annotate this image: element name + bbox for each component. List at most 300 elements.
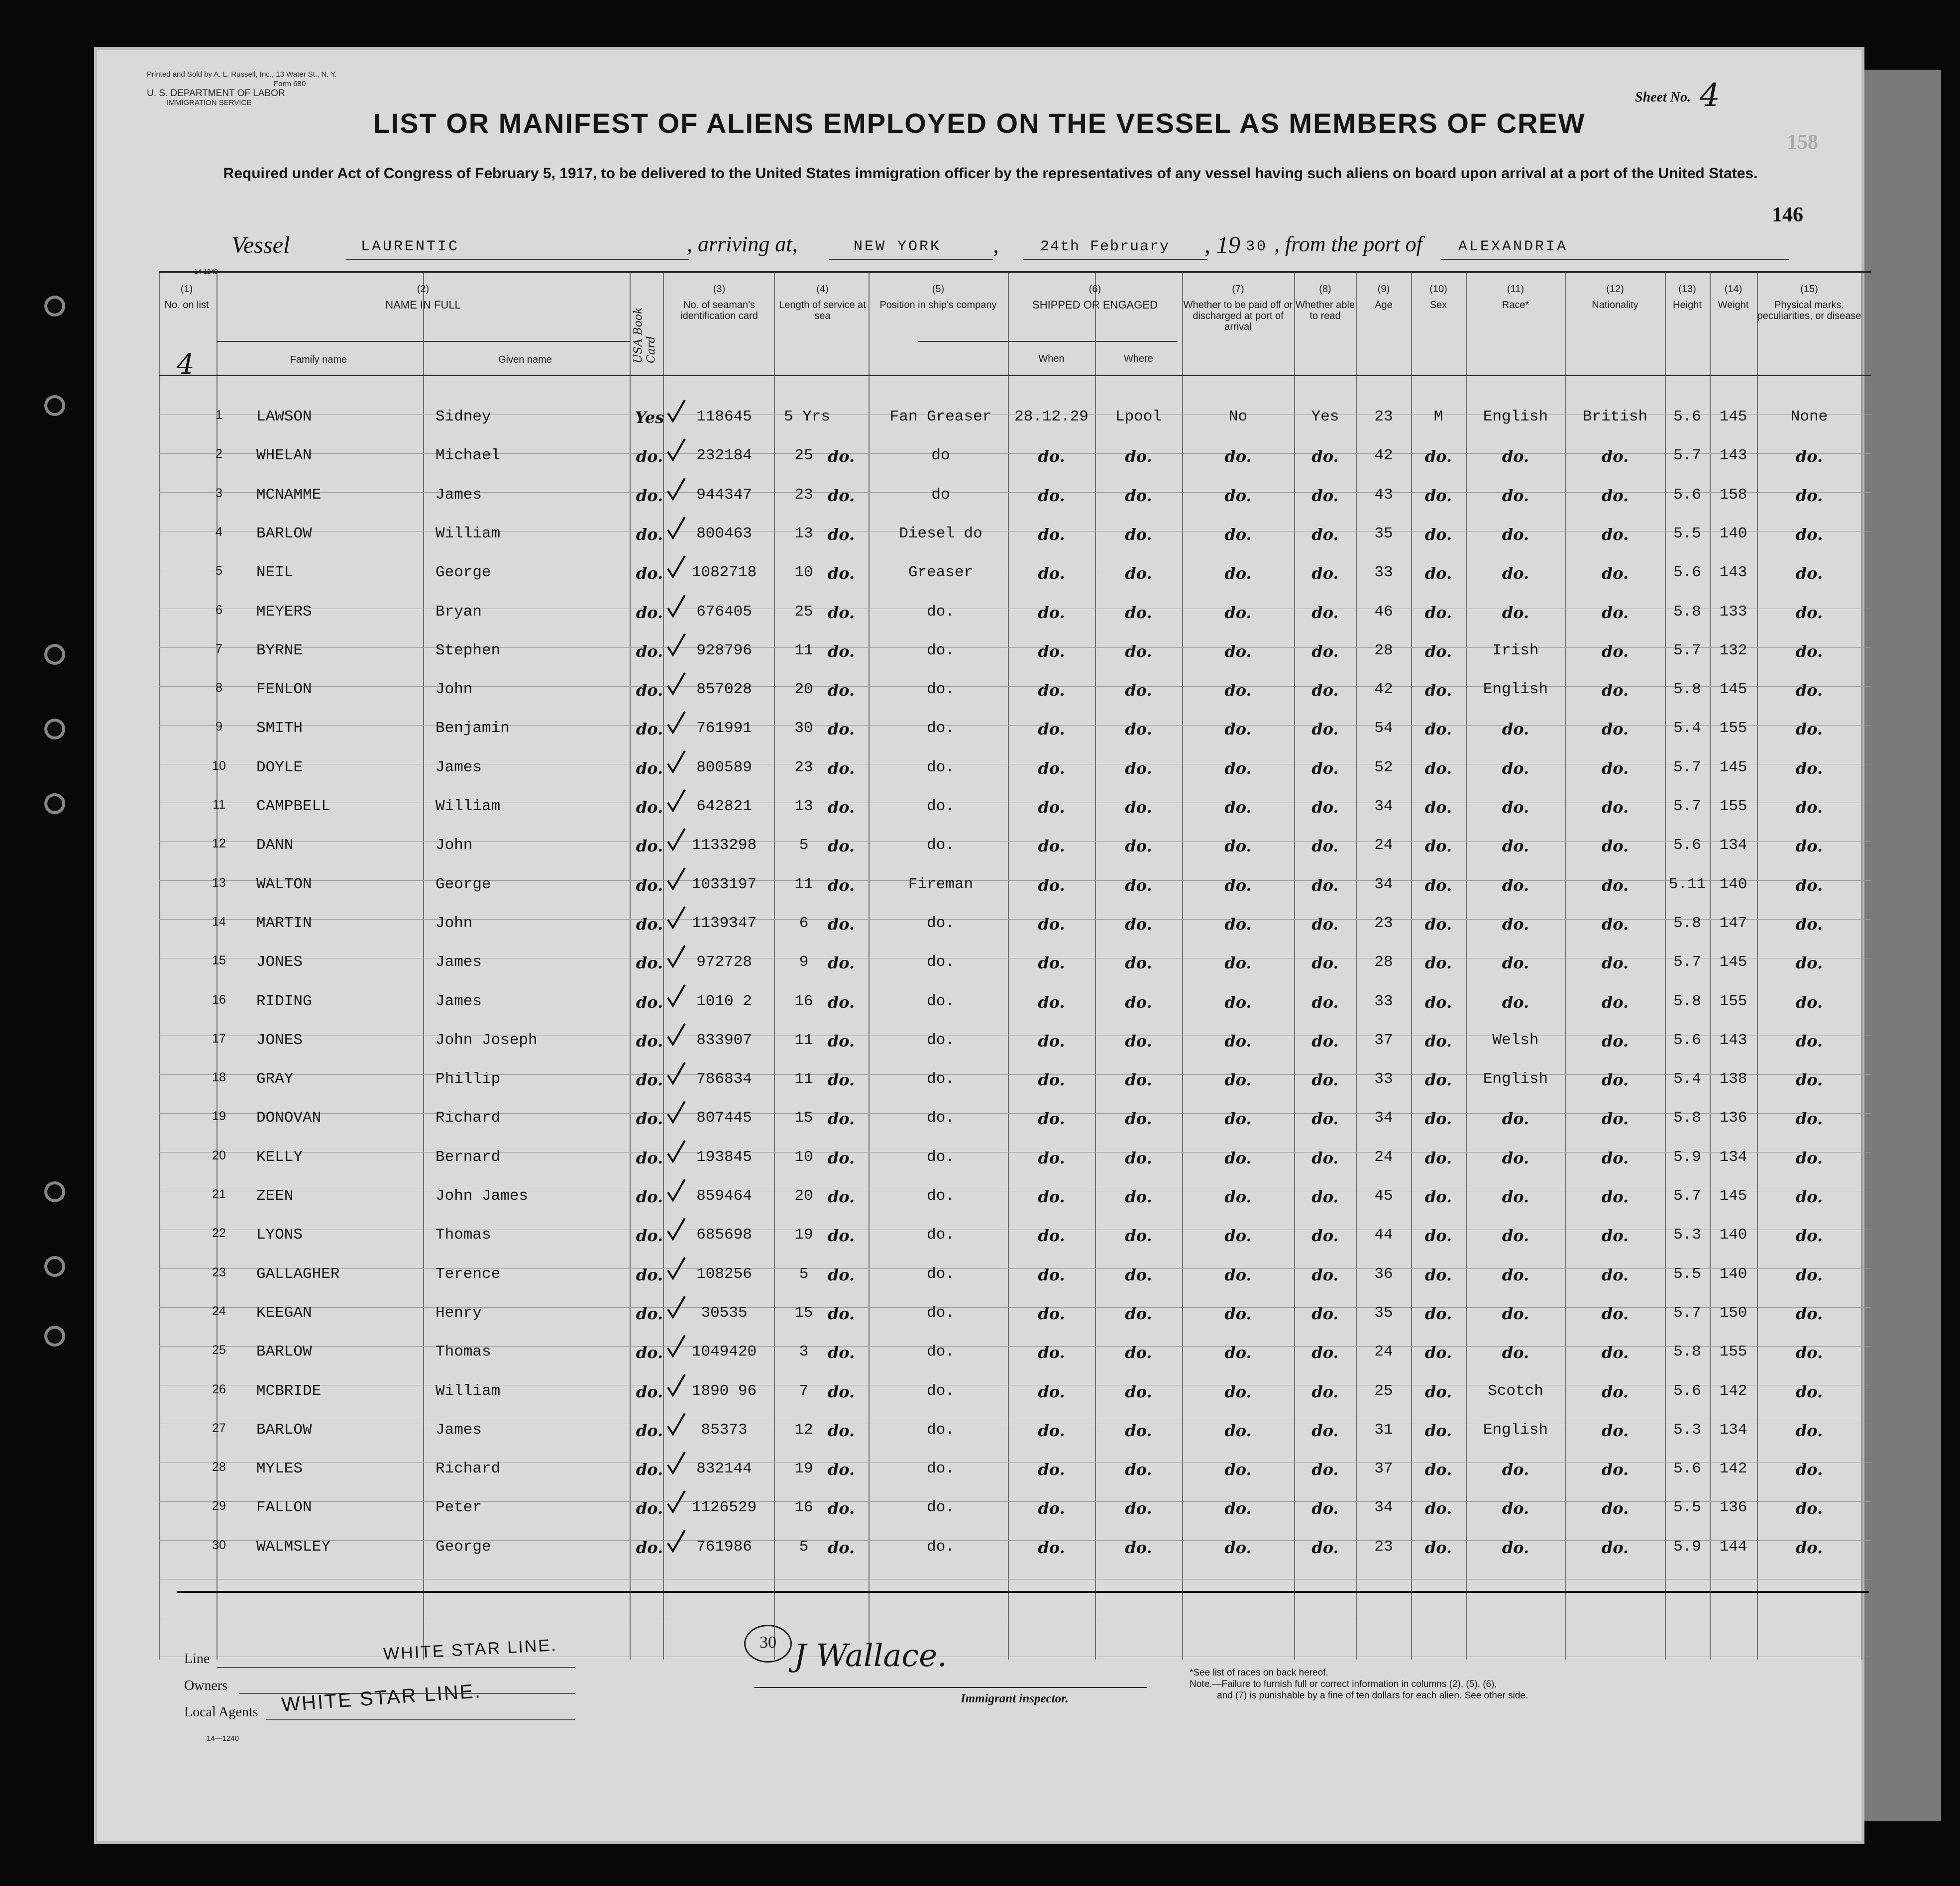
cell-weight: 155 [1719,798,1747,815]
cell-where: do. [1125,1343,1152,1362]
cell-weight: 158 [1719,486,1747,504]
cell-height: 5.8 [1673,1109,1701,1127]
arriving-label: , arriving at, [687,232,798,256]
cell-service-do: do. [827,837,855,855]
cell-where: do. [1125,1187,1152,1206]
cell-n: 14 [212,915,226,929]
cell-age: 52 [1374,759,1393,776]
table-row [97,564,1861,603]
cell-height: 5.11 [1668,876,1706,893]
cell-card: 642821 [696,798,752,815]
cell-given: James [436,993,482,1010]
cell-card: 108256 [696,1265,752,1283]
cell-height: 5.6 [1673,1032,1701,1049]
cell-age: 23 [1374,408,1393,425]
cell-marks: do. [1795,876,1823,895]
cell-card: 800589 [696,759,752,776]
cell-weight: 143 [1719,564,1747,581]
cell-nationality: do. [1601,1538,1629,1557]
checkmark-icon [667,750,686,774]
cell-position: do [931,486,950,504]
service-line: IMMIGRATION SERVICE [167,99,252,107]
cell-service: 5 [799,837,809,854]
cell-height: 5.7 [1673,447,1701,464]
cell-when: do. [1038,1421,1065,1440]
cell-family: KELLY [256,1149,303,1166]
cell-weight: 133 [1719,603,1747,621]
checkmark-icon [667,828,686,851]
cell-marks: do. [1795,1538,1823,1557]
cell-position: do. [927,837,955,854]
checkmark-icon [667,867,686,891]
cell-service: 15 [794,1304,813,1322]
cell-age: 34 [1374,876,1393,893]
cell-paid: do. [1224,759,1252,778]
cell-card: 1126529 [691,1499,757,1516]
table-row [97,1149,1861,1187]
cell-n: 9 [216,720,222,733]
cell-sex: do. [1424,1226,1452,1245]
cell-service-do: do. [827,1460,855,1479]
cell-marks: do. [1795,993,1823,1012]
table-row [97,525,1861,564]
cell-usa: do. [636,1187,663,1206]
cell-given: William [436,798,501,815]
cell-position: Greaser [908,564,974,581]
cell-when: do. [1038,1032,1065,1050]
cell-card: 85373 [701,1421,748,1439]
table-row [97,1382,1861,1421]
cell-service-do: do. [827,1032,855,1050]
vessel-name: LAURENTIC [361,238,460,255]
cell-n: 19 [212,1109,226,1123]
cell-weight: 142 [1719,1460,1747,1477]
page-number: 146 [1772,204,1803,226]
cell-where: do. [1125,720,1152,738]
table-bottom-rule [177,1591,1869,1593]
cell-family: BARLOW [256,525,312,542]
cell-sex: do. [1424,1460,1452,1479]
cell-position: Diesel do [899,525,982,542]
cell-nationality: do. [1601,953,1629,972]
cell-n: 10 [212,759,226,773]
cell-height: 5.6 [1673,408,1701,425]
cell-usa: do. [636,993,663,1012]
cell-where: do. [1125,525,1152,544]
cell-where: do. [1125,876,1152,895]
cell-sex: do. [1424,759,1452,778]
cell-service-do: do. [827,993,855,1012]
cell-given: Peter [436,1499,482,1516]
cell-position: do. [927,1109,955,1127]
cell-given: George [436,1538,491,1556]
col3-header: (3) No. of seaman's identification card [680,284,758,321]
cell-paid: do. [1224,876,1252,895]
cell-paid: do. [1224,1499,1252,1518]
cell-sex: do. [1424,1109,1452,1128]
cell-height: 5.6 [1673,564,1701,581]
cell-usa: do. [636,876,663,895]
cell-usa: do. [636,915,663,934]
col2-header: (2) NAME IN FULL [385,284,461,311]
cell-service: 5 [799,1265,809,1283]
cell-n: 28 [212,1460,226,1474]
cell-card: 1139347 [691,915,757,932]
cell-paid: do. [1224,1070,1252,1089]
cell-weight: 132 [1719,642,1747,659]
cell-paid: do. [1224,564,1252,583]
cell-height: 5.8 [1673,1343,1701,1361]
cell-where: do. [1125,1421,1152,1440]
cell-when: do. [1038,1382,1065,1401]
cell-nationality: do. [1601,720,1629,738]
cell-height: 5.8 [1673,915,1701,932]
cell-given: James [436,759,482,776]
cell-read: do. [1311,642,1339,661]
cell-weight: 140 [1719,1265,1747,1283]
col1-header: (1) No. on list [164,284,209,311]
cell-paid: do. [1224,603,1252,622]
cell-read: do. [1311,525,1339,544]
cell-nationality: do. [1601,798,1629,817]
cell-race: English [1483,1421,1548,1439]
cell-where: do. [1125,759,1152,778]
cell-age: 34 [1374,798,1393,815]
cell-sex: do. [1424,1421,1452,1440]
cell-weight: 134 [1719,1149,1747,1166]
cell-where: do. [1125,1032,1152,1050]
cell-sex: do. [1424,1070,1452,1089]
cell-nationality: British [1582,408,1648,425]
checkmark-icon [667,477,686,501]
cell-service-do: do. [827,1187,855,1206]
cell-card: 786834 [696,1070,752,1088]
cell-when: do. [1038,1109,1065,1128]
cell-age: 28 [1374,642,1393,659]
cell-race: do. [1502,1538,1529,1557]
table-row [97,720,1861,758]
cell-paid: do. [1224,1187,1252,1206]
cell-read: do. [1311,681,1339,700]
col4-header: (4) Length of service at sea [779,284,866,321]
cell-weight: 134 [1719,837,1747,854]
cell-where: do. [1125,837,1152,855]
table-row [97,1070,1861,1109]
cell-usa: do. [636,1499,663,1518]
cell-race: do. [1502,876,1529,895]
cell-when: 28.12.29 [1014,408,1089,425]
cell-race: do. [1502,1187,1529,1206]
cell-read: do. [1311,993,1339,1012]
sheet-label: Sheet No. [1635,90,1691,105]
cell-race: do. [1502,993,1529,1012]
cell-usa: do. [636,1421,663,1440]
cell-position: do. [927,759,955,776]
cell-given: John James [436,1187,529,1205]
cell-given: Richard [436,1109,501,1127]
cell-where: do. [1125,1149,1152,1167]
note-penalty-cont: and (7) is punishable by a fine of ten dollars for each alien. See other side. [1217,1690,1528,1701]
cell-family: GALLAGHER [256,1265,340,1283]
cell-age: 23 [1374,1538,1393,1556]
side-page-number: 158 [1787,131,1818,154]
cell-weight: 138 [1719,1070,1747,1088]
cell-usa: do. [636,1538,663,1557]
cell-marks: do. [1795,1032,1823,1050]
cell-sex: do. [1424,1499,1452,1518]
cell-when: do. [1038,1070,1065,1089]
table-row [97,1265,1861,1304]
cell-marks: do. [1795,447,1823,466]
cell-n: 27 [212,1421,226,1435]
cell-marks: do. [1795,798,1823,817]
cell-service-do: do. [827,1265,855,1284]
cell-weight: 140 [1719,876,1747,893]
cell-race: do. [1502,1460,1529,1479]
cell-service-do: do. [827,759,855,778]
cell-read: do. [1311,1538,1339,1557]
cell-race: do. [1502,720,1529,738]
cell-nationality: do. [1601,837,1629,855]
cell-service: 23 [794,759,813,776]
cell-paid: do. [1224,915,1252,934]
cell-paid: do. [1224,525,1252,544]
table-row [97,408,1861,447]
cell-card: 1033197 [691,876,757,893]
cell-usa: do. [636,681,663,700]
checkmark-icon [667,1490,686,1514]
cell-when: do. [1038,681,1065,700]
cell-family: GRAY [256,1070,294,1088]
table-row [97,1187,1861,1226]
cell-service-do: do. [827,876,855,895]
cell-card: 193845 [696,1149,752,1166]
cell-position: do. [927,1149,955,1166]
cell-race: Welsh [1492,1032,1539,1049]
cell-when: do. [1038,642,1065,661]
checkmark-icon [667,438,686,462]
cell-sex: do. [1424,993,1452,1012]
cell-card: 807445 [696,1109,752,1127]
table-row [97,1304,1861,1343]
year-prefix: , 19 [1204,232,1240,258]
cell-age: 25 [1374,1382,1393,1400]
cell-nationality: do. [1601,1226,1629,1245]
cell-weight: 145 [1719,953,1747,971]
cell-card: 30535 [701,1304,748,1322]
table-row [97,447,1861,486]
cell-read: do. [1311,1421,1339,1440]
cell-where: do. [1125,447,1152,466]
page-subtitle: Required under Act of Congress of February 5, 1917, to be delivered to the United States immigration officer by the representatives of any vessel having such aliens on board upon arrival at a port of the United States. [223,165,1758,182]
cell-position: do. [927,1421,955,1439]
cell-race: do. [1502,1149,1529,1167]
cell-service: 10 [794,564,813,581]
cell-service-do: do. [827,953,855,972]
cell-given: John Joseph [436,1032,538,1049]
cell-read: do. [1311,1149,1339,1167]
cell-service: 7 [799,1382,809,1400]
cell-weight: 155 [1719,1343,1747,1361]
cell-when: do. [1038,798,1065,817]
cell-nationality: do. [1601,1109,1629,1128]
sheet-number: 4 [1700,77,1720,114]
cell-position: do. [927,1032,955,1049]
cell-paid: do. [1224,642,1252,661]
cell-when: do. [1038,915,1065,934]
cell-when: do. [1038,1304,1065,1323]
cell-usa: do. [636,798,663,817]
cell-height: 5.7 [1673,759,1701,776]
cell-weight: 145 [1719,681,1747,698]
cell-given: William [436,1382,501,1400]
cell-service-do: do. [827,603,855,622]
cell-paid: do. [1224,1538,1252,1557]
cell-n: 29 [212,1499,226,1513]
checkmark-icon [667,944,686,968]
printer-block [147,70,337,107]
cell-when: do. [1038,1538,1065,1557]
checkmark-icon [667,1295,686,1319]
cell-race: Scotch [1488,1382,1543,1400]
cell-service-do: do. [827,1421,855,1440]
cell-weight: 136 [1719,1109,1747,1127]
cell-where: do. [1125,1304,1152,1323]
cell-paid: do. [1224,1109,1252,1128]
cell-sex: do. [1424,603,1452,622]
cell-service-do: do. [827,1343,855,1362]
cell-given: Terence [436,1265,501,1283]
cell-age: 33 [1374,1070,1393,1088]
cell-marks: do. [1795,1304,1823,1323]
checkmark-icon [667,633,686,657]
cell-given: George [436,876,491,893]
cell-sex: do. [1424,953,1452,972]
cell-n: 12 [212,837,226,850]
cell-service-do: do. [827,1070,855,1089]
cell-when: do. [1038,1265,1065,1284]
cell-family: LAWSON [256,408,312,425]
cell-when: do. [1038,525,1065,544]
cell-paid: do. [1224,1460,1252,1479]
checkmark-icon [667,1178,686,1202]
cell-sex: do. [1424,1304,1452,1323]
cell-race: do. [1502,1499,1529,1518]
cell-height: 5.6 [1673,1460,1701,1477]
underlying-sheet [1861,70,1941,1821]
cell-read: do. [1311,759,1339,778]
cell-service: 11 [794,1032,813,1049]
checkmark-icon [667,672,686,696]
cell-service: 16 [794,1499,813,1516]
checkmark-icon [667,711,686,734]
table-row [97,603,1861,642]
cell-n: 2 [216,447,222,461]
cell-family: DOYLE [256,759,303,776]
cell-marks: do. [1795,1265,1823,1284]
cell-read: do. [1311,447,1339,466]
cell-when: do. [1038,603,1065,622]
cell-given: John [436,837,473,854]
cell-race: English [1483,1070,1548,1088]
cell-weight: 144 [1719,1538,1747,1556]
cell-usa: do. [636,1460,663,1479]
shipped-sub-rule [918,341,1177,342]
cell-n: 6 [216,603,222,617]
cell-paid: do. [1224,1265,1252,1284]
cell-card: 928796 [696,642,752,659]
cell-race: do. [1502,525,1529,544]
table-row [97,876,1861,915]
cell-n: 11 [213,798,225,812]
cell-card: 972728 [696,953,752,971]
cell-read: do. [1311,1187,1339,1206]
cell-usa: do. [636,447,663,466]
cell-usa: do. [636,525,663,544]
cell-service: 20 [794,681,813,698]
cell-service: 25 [794,447,813,464]
cell-service-do: do. [827,642,855,661]
cell-position: do. [927,681,955,698]
cell-n: 30 [212,1538,226,1552]
cell-nationality: do. [1601,759,1629,778]
cell-sex: do. [1424,1382,1452,1401]
col13-header: (13) Height [1673,284,1702,311]
cell-usa: do. [636,1226,663,1245]
cell-marks: do. [1795,1226,1823,1245]
cell-marks: do. [1795,681,1823,700]
cell-read: do. [1311,1499,1339,1518]
cell-family: SMITH [256,720,303,737]
usa-book-card-note: USA Book Card [632,307,657,363]
cell-given: Stephen [436,642,501,659]
cell-position: do. [927,720,955,737]
cell-marks: do. [1795,1382,1823,1401]
cell-where: do. [1125,1499,1152,1518]
checkmark-icon [667,594,686,618]
cell-family: KEEGAN [256,1304,312,1322]
inspector-label: Immigrant inspector. [961,1692,1069,1705]
cell-n: 17 [212,1032,226,1046]
arrival-date: 24th February [1040,238,1170,255]
cell-paid: do. [1224,1032,1252,1050]
dept-line: U. S. DEPARTMENT OF LABOR [147,88,285,99]
cell-service-do: do. [827,564,855,583]
cell-age: 24 [1374,1343,1393,1361]
cell-card: 685698 [696,1226,752,1244]
cell-height: 5.4 [1673,1070,1701,1088]
cell-nationality: do. [1601,603,1629,622]
table-row [97,1343,1861,1382]
cell-weight: 145 [1719,408,1747,425]
cell-weight: 143 [1719,1032,1747,1049]
cell-where: do. [1125,564,1152,583]
printer-line: Printed and Sold by A. L. Russell, Inc., 13 Water St., N. Y. [147,70,337,79]
cell-given: George [436,564,491,581]
cell-given: James [436,953,482,971]
cell-marks: do. [1795,603,1823,622]
cell-marks: None [1790,408,1828,425]
cell-height: 5.6 [1673,1382,1701,1400]
cell-age: 31 [1374,1421,1393,1439]
cell-sex: do. [1424,525,1452,544]
cell-weight: 140 [1719,525,1747,542]
cell-usa: do. [636,486,663,505]
cell-age: 45 [1374,1187,1393,1205]
cell-service: 20 [794,1187,813,1205]
cell-age: 34 [1374,1499,1393,1516]
cell-age: 33 [1374,993,1393,1010]
